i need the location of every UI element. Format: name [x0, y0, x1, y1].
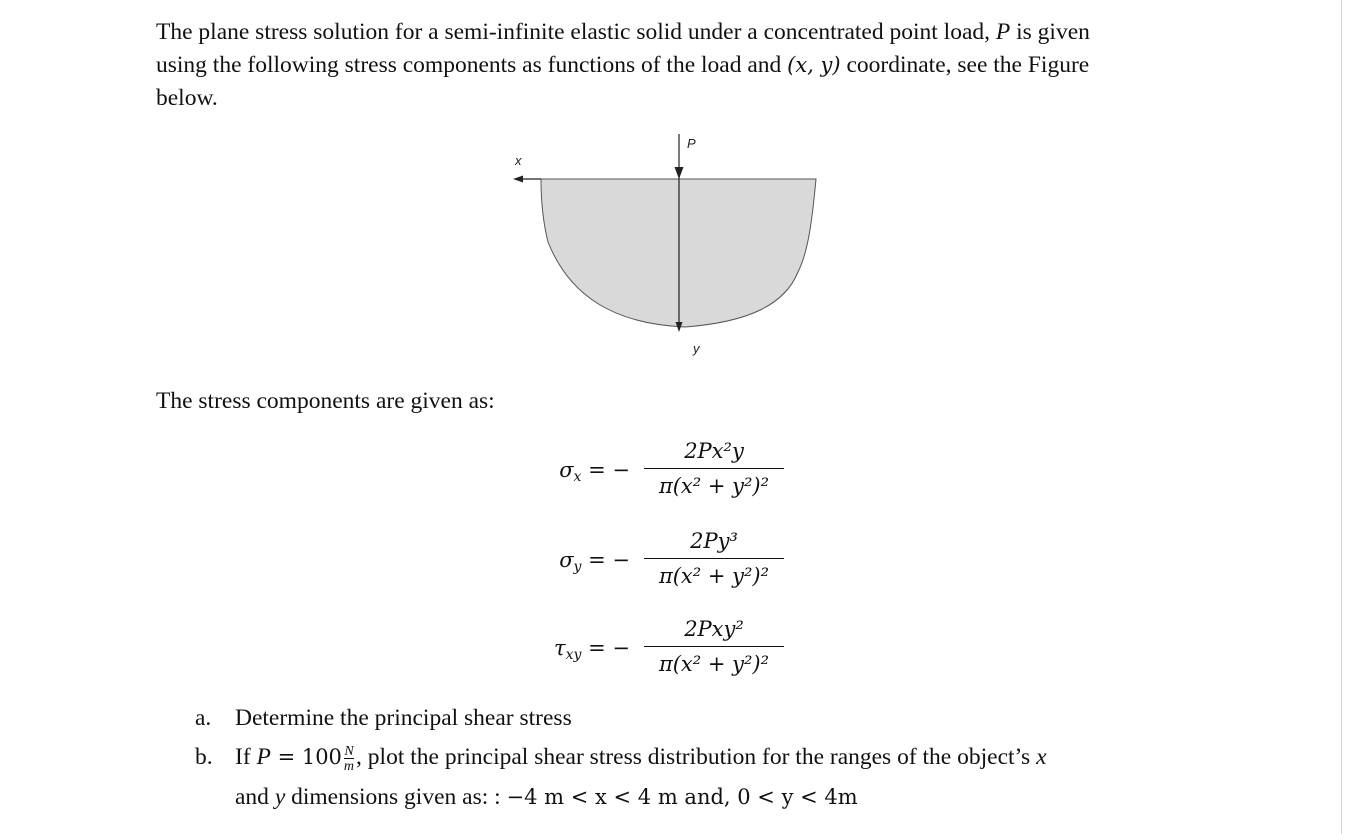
intro-coordinate: (x, y) [787, 53, 841, 77]
question-b [195, 741, 1047, 774]
sigma-y-fraction [644, 526, 784, 591]
question-b-if: If [235, 744, 257, 770]
newton-per-meter-fraction [344, 744, 354, 774]
equals-minus: = − [581, 548, 630, 572]
question-b-load-value: = 100 [270, 745, 342, 769]
question-b-and: and [235, 784, 275, 810]
intro-paragraph [156, 16, 1196, 115]
x-axis-arrow [513, 176, 523, 183]
intro-text-4: coordinate, see the Figure [840, 52, 1090, 78]
sigma-y-lhs [540, 548, 630, 575]
tau-xy-denominator: π(x² + y²)² [658, 652, 770, 676]
sigma-x-fraction [644, 436, 784, 501]
fraction-bar [644, 558, 784, 559]
sigma-symbol: σ [559, 458, 574, 482]
question-a-text: Determine the principal shear stress [235, 705, 572, 731]
unit-numerator: N [344, 743, 354, 759]
figure-svg [500, 122, 840, 367]
equals-minus: = − [581, 458, 630, 482]
sigma-x-numerator: 2Px²y [684, 439, 744, 463]
equals-minus: = − [581, 636, 630, 660]
tau-xy-numerator: 2Pxy² [684, 617, 744, 641]
sigma-y-denominator: π(x² + y²)² [658, 564, 770, 588]
sigma-x-subscript: x [573, 469, 582, 485]
unit-denominator: m [343, 758, 355, 774]
question-b-x-symbol: x [1036, 744, 1047, 770]
sigma-y-subscript: y [573, 559, 582, 575]
tau-symbol: τ [554, 636, 566, 660]
sigma-x-equation [540, 436, 840, 506]
intro-text-5: below. [156, 85, 218, 111]
question-a [195, 702, 572, 735]
tau-xy-subscript: xy [565, 647, 582, 663]
question-b-continuation [235, 781, 858, 814]
question-b-load-symbol: P [256, 744, 271, 770]
page-edge [1341, 0, 1342, 834]
sigma-x-denominator: π(x² + y²)² [658, 474, 770, 498]
sigma-symbol: σ [559, 548, 574, 572]
tau-xy-lhs [540, 636, 630, 663]
tau-xy-fraction [644, 614, 784, 679]
intro-text-2: is given [1010, 19, 1090, 45]
fraction-bar [644, 468, 784, 469]
sigma-y-equation [540, 526, 840, 596]
sigma-y-numerator: 2Py³ [690, 529, 738, 553]
intro-text-1: The plane stress solution for a semi-infinite elastic solid under a concentrated point load, [156, 19, 996, 45]
question-b-dimensions-text: dimensions given as: : [285, 784, 507, 810]
question-b-y-symbol: y [274, 784, 286, 810]
question-b-label: b. [195, 744, 213, 770]
y-axis-label: y [693, 341, 700, 356]
question-a-label: a. [195, 705, 212, 731]
intro-load-symbol: P [995, 19, 1011, 45]
tau-xy-equation [540, 614, 840, 684]
fraction-bar [644, 646, 784, 647]
load-label: P [687, 136, 696, 151]
load-arrow-head [675, 167, 684, 179]
sigma-x-lhs [540, 458, 630, 485]
semi-infinite-solid-figure [500, 122, 840, 367]
intro-text-3: using the following stress components as functions of the load and [156, 52, 788, 78]
question-b-text: , plot the principal shear stress distribution for the ranges of the object’s [356, 744, 1037, 770]
stress-components-lead: The stress components are given as: [156, 388, 495, 414]
x-axis-label: x [515, 153, 522, 168]
question-b-range: −4 m < x < 4 m and, 0 < y < 4m [506, 785, 858, 809]
